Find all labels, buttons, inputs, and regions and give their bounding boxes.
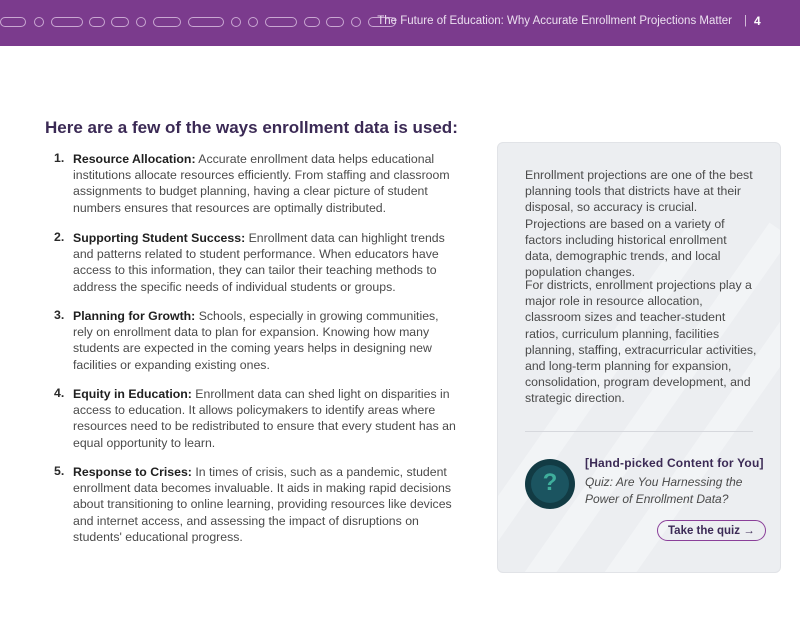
item-number: 1. [54,151,65,165]
decor-pill [153,17,181,27]
decor-pill [188,17,224,27]
promo-title[interactable]: Quiz: Are You Harnessing the Power of Enrollment Data? [585,475,743,506]
item-text [73,151,461,216]
decor-pill [304,17,320,27]
item-title: Planning for Growth: [73,309,196,323]
item-body: In times of crisis, such as a pandemic, student enrollment data becomes invaluable. It aids in making rapid decisions about transitioning to online learning, providing resources like devices and internet access, and assessing the impact of disruptions on students' educational progress. [73,465,452,544]
item-number: 4. [54,386,65,400]
decor-pill [326,17,344,27]
header-separator: | [744,15,747,27]
item-number: 5. [54,464,65,478]
quiz-thumbnail [525,459,575,509]
decor-dot [136,17,146,27]
decor-pill [111,17,129,27]
page-number: 4 [754,14,761,28]
item-body: Enrollment data can shed light on disparities in access to education. It allows policymakers to identify areas where resources need to be redistributed to ensure that every student has an equal opportunity to learn. [73,387,456,450]
item-text [73,308,461,373]
decor-pill [0,17,26,27]
decor-dot [351,17,361,27]
decor-pill [265,17,297,27]
sidebar-divider [525,431,753,432]
item-text [73,386,461,451]
item-body: Enrollment data can highlight trends and patterns related to student performance. When educators have access to this information, they can tailor their teaching methods to address the specific needs of individual students or groups. [73,231,445,294]
section-heading: Here are a few of the ways enrollment data is used: [45,118,458,137]
decor-dot [248,17,258,27]
item-body: Accurate enrollment data helps educational institutions allocate resources efficiently. From staffing and classroom assignments to budget planning, having a clear picture of student numbers ensures that resources are optimally distributed. [73,152,450,215]
info-sidebar-card [497,142,781,573]
promo-label: [Hand-picked Content for You] [585,456,764,470]
item-text [73,464,461,545]
decor-pill [51,17,83,27]
sidebar-paragraph: For districts, enrollment projections play a major role in resource allocation, classroom sizes and teacher-student ratios, curriculum planning, facilities planning, staffing, extracurricular activities, and long-term planning for expansion, consolidation, program development, and strategic direction. [525,278,757,406]
item-text [73,230,461,295]
item-number: 3. [54,308,65,322]
header-band [0,0,800,46]
document-title: The Future of Education: Why Accurate Enrollment Projections Matter [377,15,732,27]
sidebar-paragraph: Enrollment projections are one of the best planning tools that districts have at their disposal, so accuracy is crucial. Projections are based on a variety of factors including historical enrollment data, demographic trends, and local population changes. [525,168,753,280]
decor-dot [231,17,241,27]
item-title: Equity in Education: [73,387,192,401]
item-title: Supporting Student Success: [73,231,246,245]
take-quiz-button[interactable]: Take the quiz → [657,520,766,541]
decor-pill [89,17,105,27]
question-mark-icon: ? [542,469,558,496]
item-body: Schools, especially in growing communities, rely on enrollment data to plan for expansion. Knowing how many students are expected in the coming years helps in designing new facilities or expanding existing ones. [73,309,439,372]
decor-dot [34,17,44,27]
item-number: 2. [54,230,65,244]
item-title: Response to Crises: [73,465,192,479]
item-title: Resource Allocation: [73,152,196,166]
